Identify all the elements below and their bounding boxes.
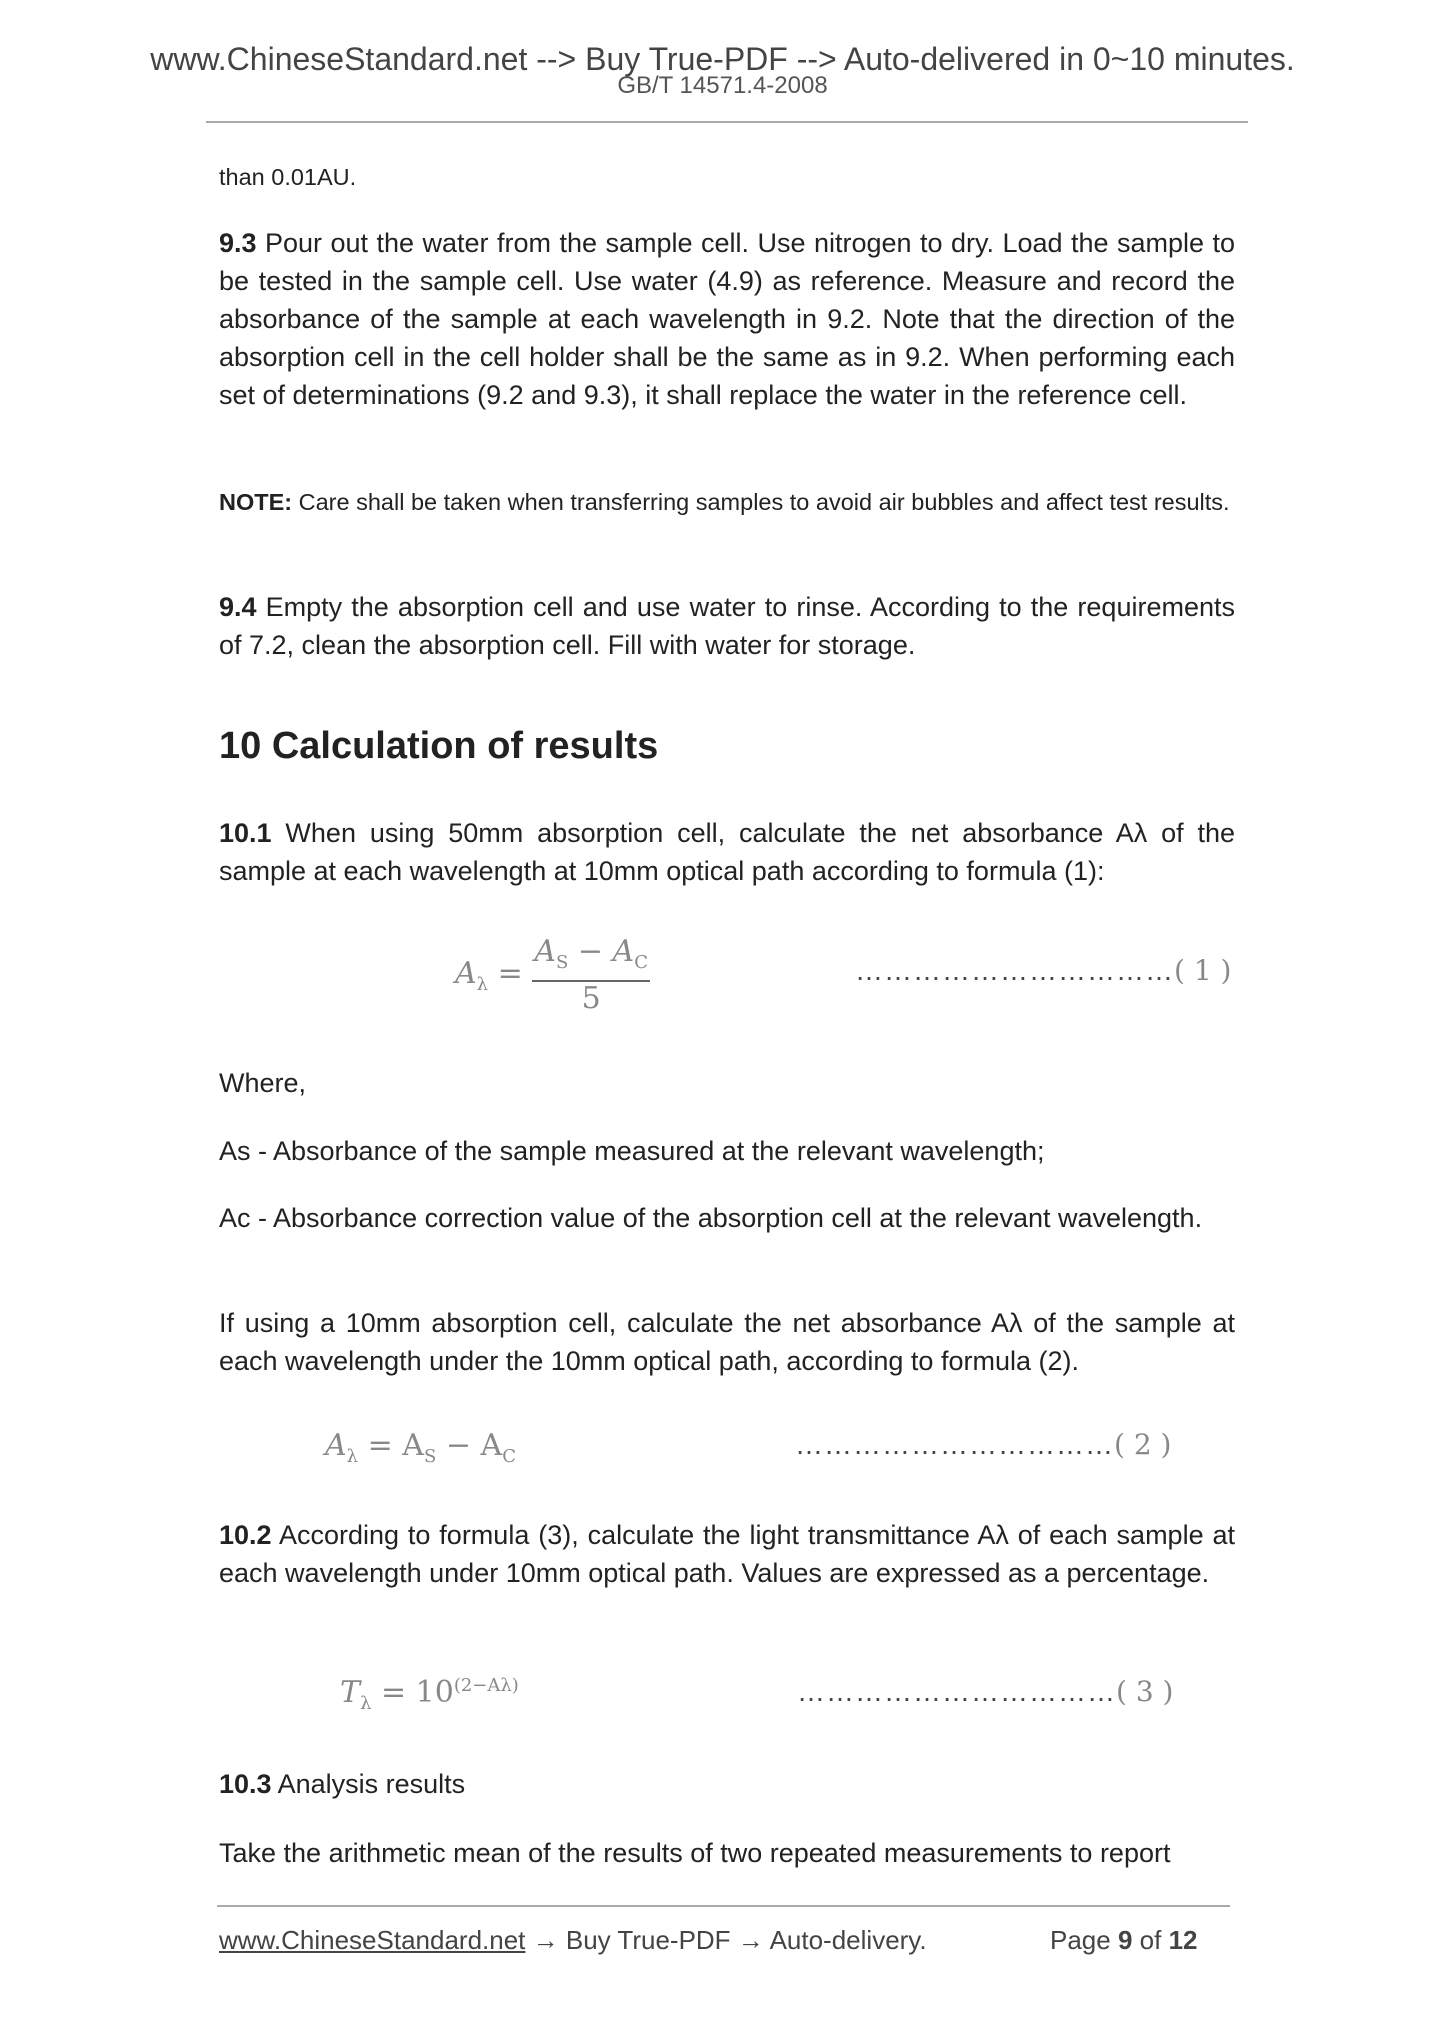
footer-divider [217,1905,1230,1907]
formula-1: $A_\lambda$ = $\frac{A_S - A_C}{5}$ [455,934,648,1016]
section-10-2 [219,1516,1235,1592]
section-text: When using 50mm absorption cell, calculate the net absorbance Aλ of the sample at each wavelength at 10mm optical path according to formula (1): [219,818,1235,886]
heading-10: 10 Calculation of results [219,725,659,767]
fraction: $\frac{A_S - A_C}{5}$ [534,934,648,1016]
formula-2-number: ……………………………( 2 ) [795,1428,1172,1461]
section-9-4 [219,588,1235,664]
note-label: NOTE: [219,489,293,515]
section-text: Pour out the water from the sample cell. Use nitrogen to dry. Load the sample to be tested in the sample cell. Use water (4.9) as reference. Measure and record the absorbance of the sample at each wavelength in 9.2. Note that the direction of the absorption cell in the cell holder shall be the same as in 9.2. When performing each set of determinations (9.2 and 9.3), it shall replace the water in the reference cell. [219,228,1235,410]
paragraph: If using a 10mm absorption cell, calculate the net absorbance Aλ of the sample at each wavelength under the 10mm optical path, according to formula (2). [219,1308,1235,1376]
section-text: Empty the absorption cell and use water to rinse. According to the requirements of 7.2, clean the absorption cell. Fill with water for storage. [219,592,1235,660]
definition-as: As - Absorbance of the sample measured at the relevant wavelength; [219,1136,1045,1166]
definition-ac: Ac - Absorbance correction value of the absorption cell at the relevant wavelength. [219,1203,1203,1233]
section-number: 9.4 [219,592,257,622]
section-10-3 [219,1765,1235,1803]
section-number: 9.3 [219,228,257,258]
header-divider [206,121,1248,123]
footer-text: www.ChineseStandard.net → Buy True-PDF → Auto-delivery. [219,1925,927,1955]
section-number: 10.2 [219,1520,272,1550]
formula-3: $T_\lambda = 10^{(2-A\lambda)}$ [340,1675,519,1714]
section-text: Analysis results [271,1769,466,1799]
section-9-3 [219,224,1235,414]
section-text: According to formula (3), calculate the light transmittance Aλ of each sample at each wavelength under 10mm optical path. Values are expressed as a percentage. [219,1520,1235,1588]
paragraph: Take the arithmetic mean of the results of two repeated measurements to report [219,1838,1171,1868]
note [219,483,1235,521]
formula-1-number: ……………………………( 1 ) [855,954,1232,987]
section-number: 10.3 [219,1769,272,1799]
page-indicator: Page 9 of 12 [1050,1925,1198,1955]
formula-3-number: ……………………………( 3 ) [797,1675,1174,1708]
where-label: Where, [219,1068,307,1098]
note-text: Care shall be taken when transferring samples to avoid air bubbles and affect test results. [292,489,1230,515]
footer-link[interactable]: www.ChineseStandard.net [219,1925,526,1955]
section-10-1 [219,814,1235,890]
standard-id: GB/T 14571.4-2008 [617,72,828,99]
header-banner: www.ChineseStandard.net --> Buy True-PDF --> Auto-delivered in 0~10 minutes. [150,41,1295,77]
section-number: 10.1 [219,818,272,848]
paragraph: than 0.01AU. [219,164,357,190]
formula-2: $A_\lambda = A_S - A_C$ [325,1428,516,1467]
